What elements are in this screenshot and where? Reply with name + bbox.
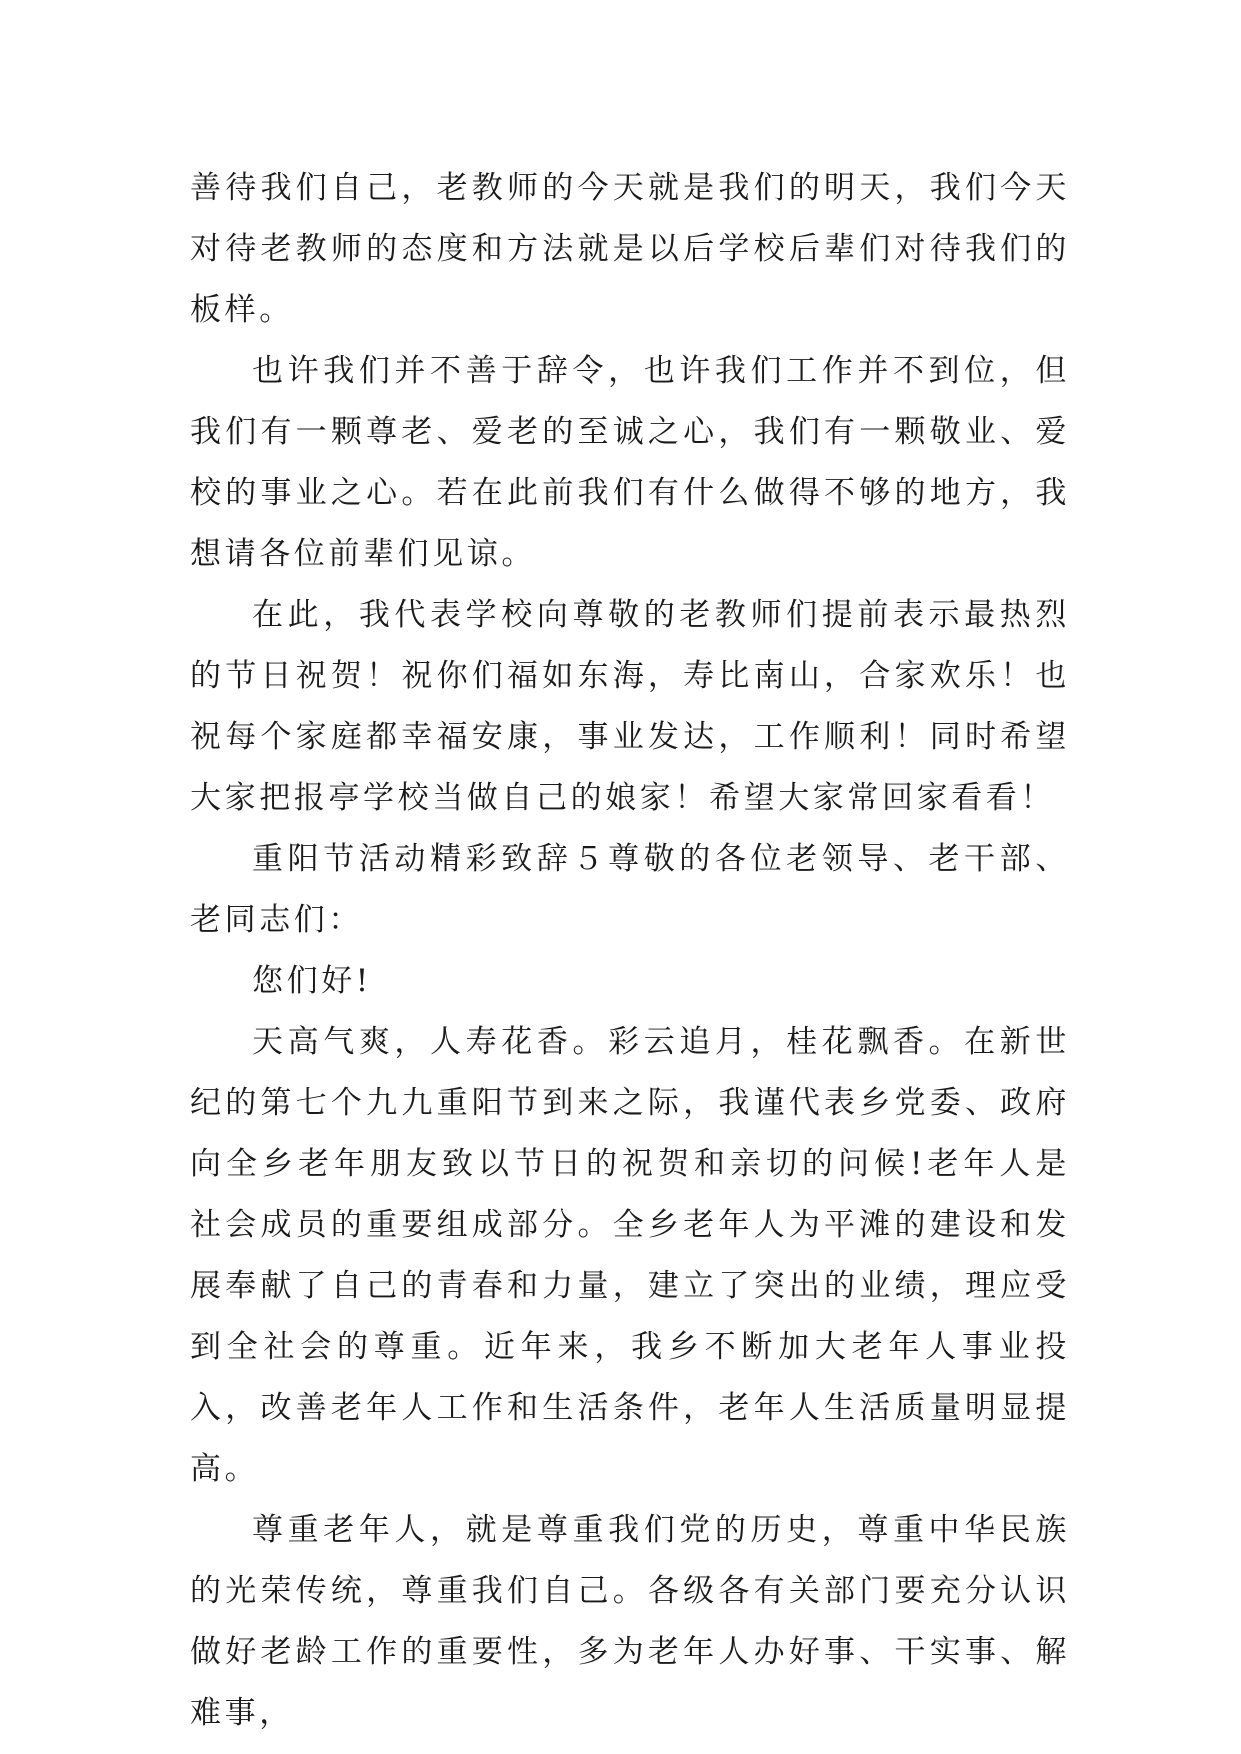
paragraph-6: 天高气爽，人寿花香。彩云追月，桂花飘香。在新世纪的第七个九九重阳节到来之际，我谨代表乡党委、政府向全乡老年朋友致以节日的祝贺和亲切的问候!老年人是社会成员的重要组成部分。全乡老年人为平滩的建设和发展奉献了自己的青春和力量，建立了突出的业绩，理应受到全社会的尊重。近年来，我乡不断加大老年人事业投入，改善老年人工作和生活条件，老年人生活质量明显提高。 — [190, 1024, 1070, 1487]
document-body — [190, 158, 1070, 1744]
paragraph-1: 善待我们自己，老教师的今天就是我们的明天，我们今天对待老教师的态度和方法就是以后学校后辈们对待我们的板样。 — [190, 170, 1070, 328]
paragraph-5: 您们好! — [252, 963, 372, 999]
paragraph-3: 在此，我代表学校向尊敬的老教师们提前表示最热烈的节日祝贺！祝你们福如东海，寿比南山，合家欢乐！也祝每个家庭都幸福安康，事业发达，工作顺利！同时希望大家把报亭学校当做自己的娘家！希望大家常回家看看！ — [190, 597, 1070, 816]
paragraph-4: 重阳节活动精彩致辞５尊敬的各位老领导、老干部、老同志们： — [190, 841, 1070, 938]
paragraph-2: 也许我们并不善于辞令，也许我们工作并不到位，但我们有一颗尊老、爱老的至诚之心，我们有一颗敬业、爱校的事业之心。若在此前我们有什么做得不够的地方，我想请各位前辈们见谅。 — [190, 353, 1070, 572]
paragraph-7: 尊重老年人，就是尊重我们党的历史，尊重中华民族的光荣传统，尊重我们自己。各级各有关部门要充分认识做好老龄工作的重要性，多为老年人办好事、干实事、解难事， — [190, 1512, 1070, 1731]
